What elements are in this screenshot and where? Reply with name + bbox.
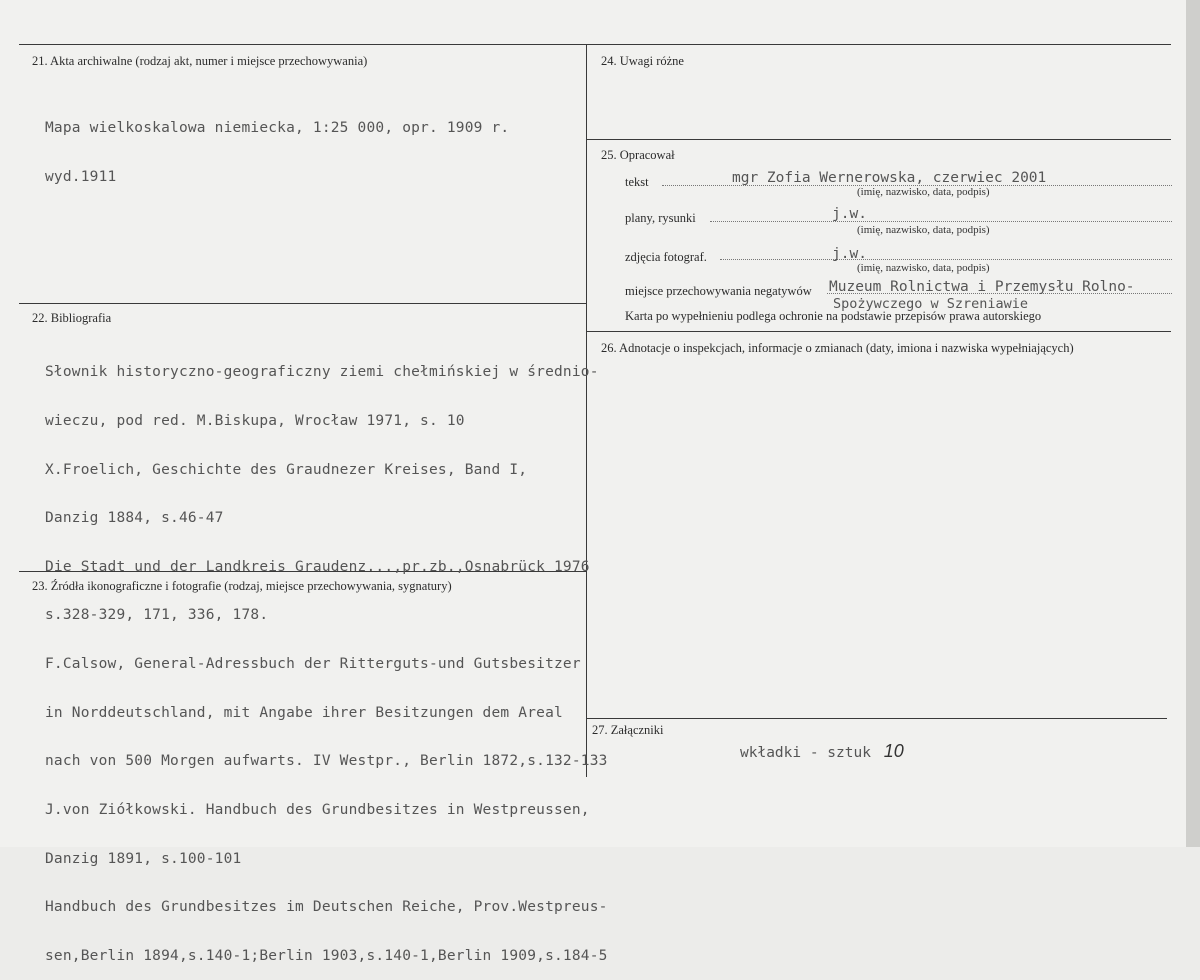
rule-21-22 [19,303,587,304]
section-26-label: 26. Adnotacje o inspekcjach, informacje o zmianach (daty, imiona i nazwiska wypełniających) [601,341,1074,355]
bibliography-line: Danzig 1891, s.100-101 [45,850,242,867]
bibliography-list [45,332,608,980]
bibliography-line: nach von 500 Morgen aufwarts. IV Westpr., Berlin 1872,s.132-133 [45,753,608,770]
section-21-label: 21. Akta archiwalne (rodzaj akt, numer i miejsce przechowywania) [32,54,368,68]
section-27-label: 27. Załączniki [592,723,664,737]
zdjecia-line [720,259,1172,260]
bibliography-line: Handbuch des Grundbesitzes im Deutschen Reiche, Prov.Westpreus- [45,899,608,916]
page-edge [1186,0,1200,847]
bibliography-line: Słownik historyczno-geograficzny ziemi chełmińskiej w średnio- [45,364,599,381]
zdjecia-label: zdjęcia fotograf. [625,250,707,264]
bibliography-line: X.Froelich, Geschichte des Graudnezer Kreises, Band I, [45,461,528,478]
top-rule [19,44,1171,45]
tekst-value: mgr Zofia Wernerowska, czerwiec 2001 [732,170,1047,186]
section-23-label: 23. Źródła ikonograficzne i fotografie (rodzaj, miejsce przechowywania, sygnatury) [32,579,452,593]
tekst-hint: (imię, nazwisko, data, podpis) [857,186,990,198]
archive-line: Mapa wielkoskalowa niemiecka, 1:25 000, opr. 1909 r. [45,120,510,137]
attachments-text: wkładki - sztuk [740,745,871,761]
bibliography-line: J.von Ziółkowski. Handbuch des Grundbesitzes in Westpreussen, [45,801,590,818]
zdjecia-hint: (imię, nazwisko, data, podpis) [857,262,990,274]
bibliography-line: sen,Berlin 1894,s.140-1;Berlin 1903,s.140-1,Berlin 1909,s.184-5 [45,947,608,964]
bibliography-line: Die Stadt und der Landkreis Graudenz...,pr.zb.,Osnabrück 1976 [45,558,590,575]
attachments-value [740,741,904,762]
attachments-count: 10 [883,741,904,761]
miejsce-label: miejsce przechowywania negatywów [625,284,812,298]
tekst-label: tekst [625,175,649,189]
bibliography-line: F.Calsow, General-Adressbuch der Ritterguts-und Gutsbesitzer [45,656,581,673]
zdjecia-value: j.w. [832,246,867,262]
section-21-content [45,88,509,201]
rule-25-26 [586,331,1171,332]
plany-line [710,221,1172,222]
rule-26-27 [586,718,1167,719]
plany-value: j.w. [832,206,867,222]
copyright-notice: Karta po wypełnieniu podlega ochronie na podstawie przepisów prawa autorskiego [625,309,1042,323]
bibliography-line: s.328-329, 171, 336, 178. [45,607,269,624]
miejsce-value-line-2: Spożywczego w Szreniawie [833,296,1029,312]
section-24-label: 24. Uwagi różne [601,54,684,68]
section-22-label: 22. Bibliografia [32,311,112,325]
miejsce-value-line-1: Muzeum Rolnictwa i Przemysłu Rolno- [829,279,1135,295]
plany-hint: (imię, nazwisko, data, podpis) [857,224,990,236]
bibliography-line: wieczu, pod red. M.Biskupa, Wrocław 1971, s. 10 [45,413,465,430]
bibliography-line: Danzig 1884, s.46-47 [45,510,224,527]
bibliography-line: in Norddeutschland, mit Angabe ihrer Besitzungen dem Areal [45,704,563,721]
archive-line: wyd.1911 [45,169,117,186]
section-25-label: 25. Opracował [601,148,675,162]
plany-label: plany, rysunki [625,211,696,225]
rule-24-25 [586,139,1171,140]
